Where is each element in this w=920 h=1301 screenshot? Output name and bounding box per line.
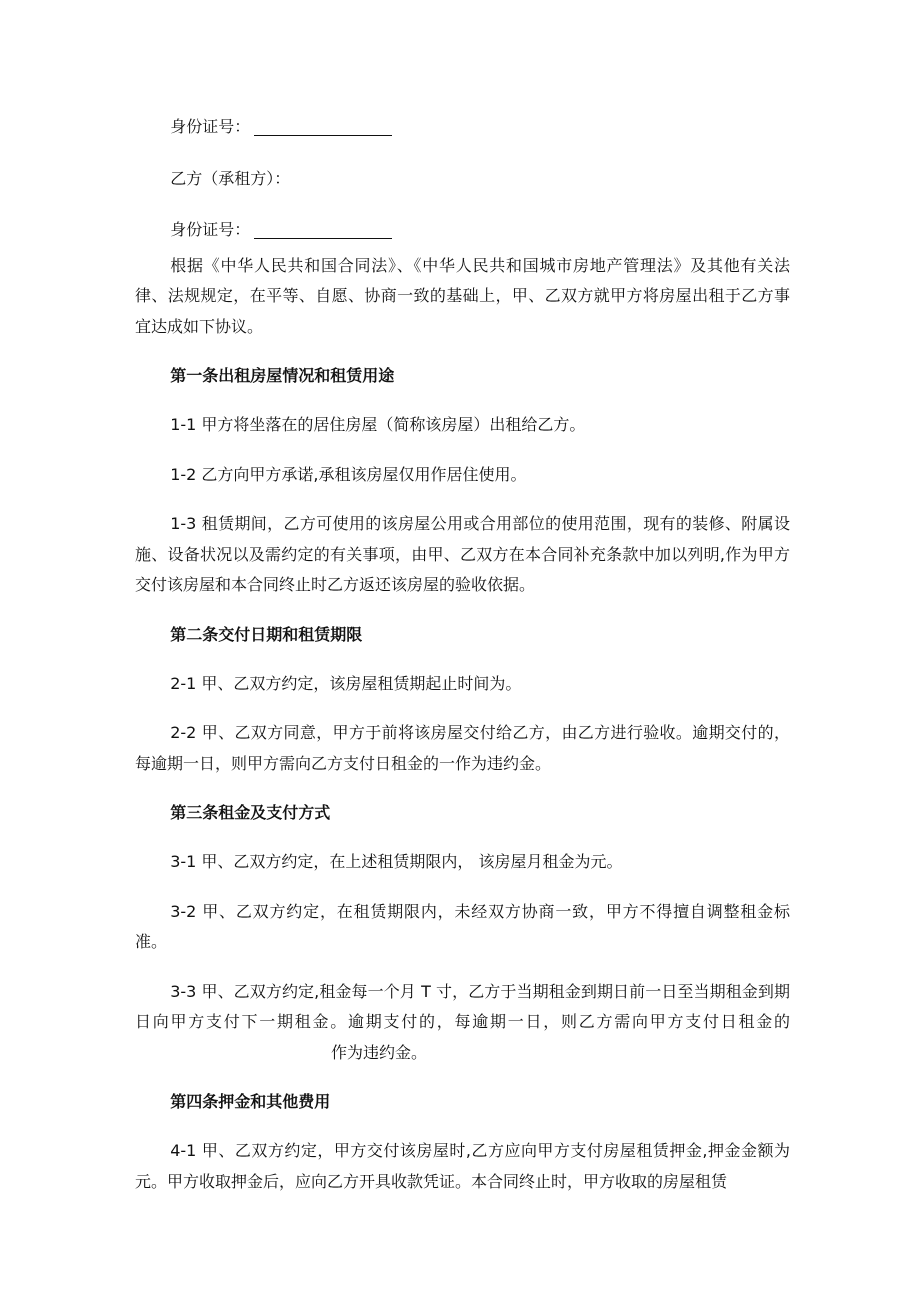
clause-4-1: 4-1 甲、乙双方约定，甲方交付该房屋时,乙方应向甲方支付房屋租赁押金,押金金额为元。甲方收取押金后，应向乙方开具收款凭证。本合同终止时，甲方收取的房屋租赁 xyxy=(135,1141,790,1191)
contract-body xyxy=(135,112,790,1197)
clause-3-3-tail: 作为违约金。 xyxy=(331,1042,428,1062)
clause-2-2: 2-2 甲、乙双方同意，甲方于前将该房屋交付给乙方，由乙方进行验收。逾期交付的，每逾期一日，则甲方需向乙方支付日租金的一作为违约金。 xyxy=(135,723,790,773)
section-heading-1: 第一条出租房屋情况和租赁用途 xyxy=(170,366,395,385)
clause-3-3-main: 3-3 甲、乙双方约定,租金每一个月 T 寸，乙方于当期租金到期日前一日至当期租金到期日向甲方支付下一期租金。逾期支付的，每逾期一日，则乙方需向甲方支付日租金的 xyxy=(135,981,790,1031)
id-number-blank xyxy=(254,117,392,136)
section-heading-4: 第四条押金和其他费用 xyxy=(170,1092,331,1111)
intro-paragraph: 根据《中华人民共和国合同法》、《中华人民共和国城市房地产管理法》及其他有关法律、法规规定，在平等、自愿、协商一致的基础上，甲、乙双方就甲方将房屋出租于乙方事宜达成如下协议。 xyxy=(135,255,790,336)
id-number-label: 身份证号： xyxy=(170,117,251,136)
clause-1-1: 1-1 甲方将坐落在的居住房屋（简称该房屋）出租给乙方。 xyxy=(170,415,586,434)
id-number-field-2 xyxy=(135,215,790,246)
section-heading-2: 第二条交付日期和租赁期限 xyxy=(170,624,363,644)
clause-1-2: 1-2 乙方向甲方承诺,承租该房屋仅用作居住使用。 xyxy=(170,464,527,484)
clause-3-2: 3-2 甲、乙双方约定，在租赁期限内，未经双方协商一致，甲方不得擅自调整租金标准。 xyxy=(135,901,790,951)
party-b-field xyxy=(135,164,790,195)
section-heading-3: 第三条租金及支付方式 xyxy=(170,803,331,822)
id-number-field-1 xyxy=(135,112,790,143)
clause-1-3: 1-3 租赁期间，乙方可使用的该房屋公用或合用部位的使用范围，现有的装修、附属设施、设备状况以及需约定的有关事项，由甲、乙双方在本合同补充条款中加以列明,作为甲方交付该房屋和本合同终止时乙方返还该房屋的验收依据。 xyxy=(135,514,790,594)
clause-2-1: 2-1 甲、乙双方约定，该房屋租赁期起止时间为。 xyxy=(170,673,522,693)
id-number-label: 身份证号： xyxy=(170,220,251,239)
clause-3-3 xyxy=(135,977,790,1069)
clause-3-1: 3-1 甲、乙双方约定，在上述租赁期限内， 该房屋月租金为元。 xyxy=(170,852,623,871)
party-b-label: 乙方（承租方）： xyxy=(170,168,291,188)
id-number-blank xyxy=(254,220,392,239)
